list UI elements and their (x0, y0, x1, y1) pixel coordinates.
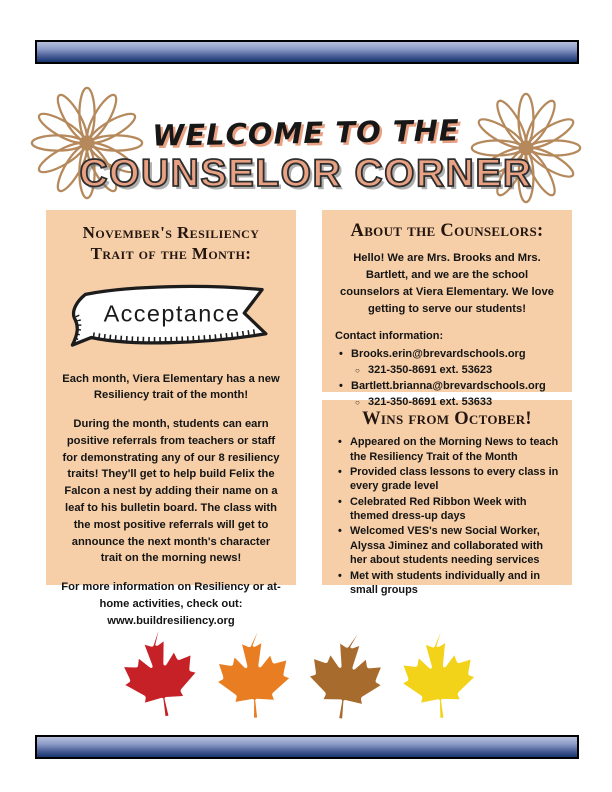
wins-item: • Met with students individually and in small groups (335, 569, 559, 598)
contact-phone: ○ 321-350-8691 ext. 53623 (335, 363, 559, 379)
contact-email: • Bartlett.brianna@brevardschools.org (335, 379, 559, 395)
top-border-bar (35, 40, 579, 64)
page-title: COUNSELOR CORNER (79, 152, 533, 195)
contact-label: Contact information: (335, 330, 444, 343)
contact-list (335, 347, 559, 411)
wins-item: • Celebrated Red Ribbon Week with themed dress-up days (335, 495, 559, 524)
about-box-heading: About the Counselors: (350, 221, 544, 241)
wins-box-heading: Wins from October! (362, 409, 532, 429)
welcome-line: WELCOME TO THE (152, 113, 460, 153)
bottom-border-bar (35, 735, 579, 759)
acceptance-banner (63, 271, 279, 359)
content-columns (46, 210, 573, 627)
trait-name: Acceptance (103, 300, 241, 327)
about-box (322, 210, 572, 408)
wins-list (335, 435, 559, 597)
maple-leaf-icon (297, 624, 407, 741)
trait-paragraph: During the month, students can earn positive referrals from teachers or staff for demonstrating any of our 8 resiliency traits! They'll get to help build Felix the Falcon a nest by adding their name on a leaf to his bulletin board. The class with the most positive referrals will get to announce the next month's character trait on the morning news! (62, 418, 280, 565)
contact-email: • Brooks.erin@brevardschools.org (335, 347, 559, 363)
maple-leaf-icon (391, 624, 498, 738)
trait-box (46, 210, 296, 627)
contact-phone: ○ 321-350-8691 ext. 53633 (335, 395, 559, 411)
leaf-row (0, 626, 612, 732)
maple-leaf-icon (110, 618, 225, 739)
wins-item: • Appeared on the Morning News to teach the Resiliency Trait of the Month (335, 435, 559, 464)
trait-paragraph: Each month, Viera Elementary has a new Resiliency trait of the month! (62, 372, 280, 402)
trait-box-heading: November's Resiliency Trait of the Month: (82, 223, 260, 264)
wins-item: • Welcomed VES's new Social Worker, Alyssa Jiminez and collaborated with her about students needing services (335, 524, 559, 567)
wins-box (322, 400, 572, 597)
trait-paragraph: For more information on Resiliency or at-home activities, check out: www.buildresiliency.org (61, 581, 281, 627)
about-intro: Hello! We are Mrs. Brooks and Mrs. Bartlett, and we are the school counselors at Viera Elementary. We love getting to serve our students! (340, 252, 554, 315)
wins-item: • Provided class lessons to every class in every grade level (335, 465, 559, 494)
maple-leaf-icon (208, 626, 311, 737)
